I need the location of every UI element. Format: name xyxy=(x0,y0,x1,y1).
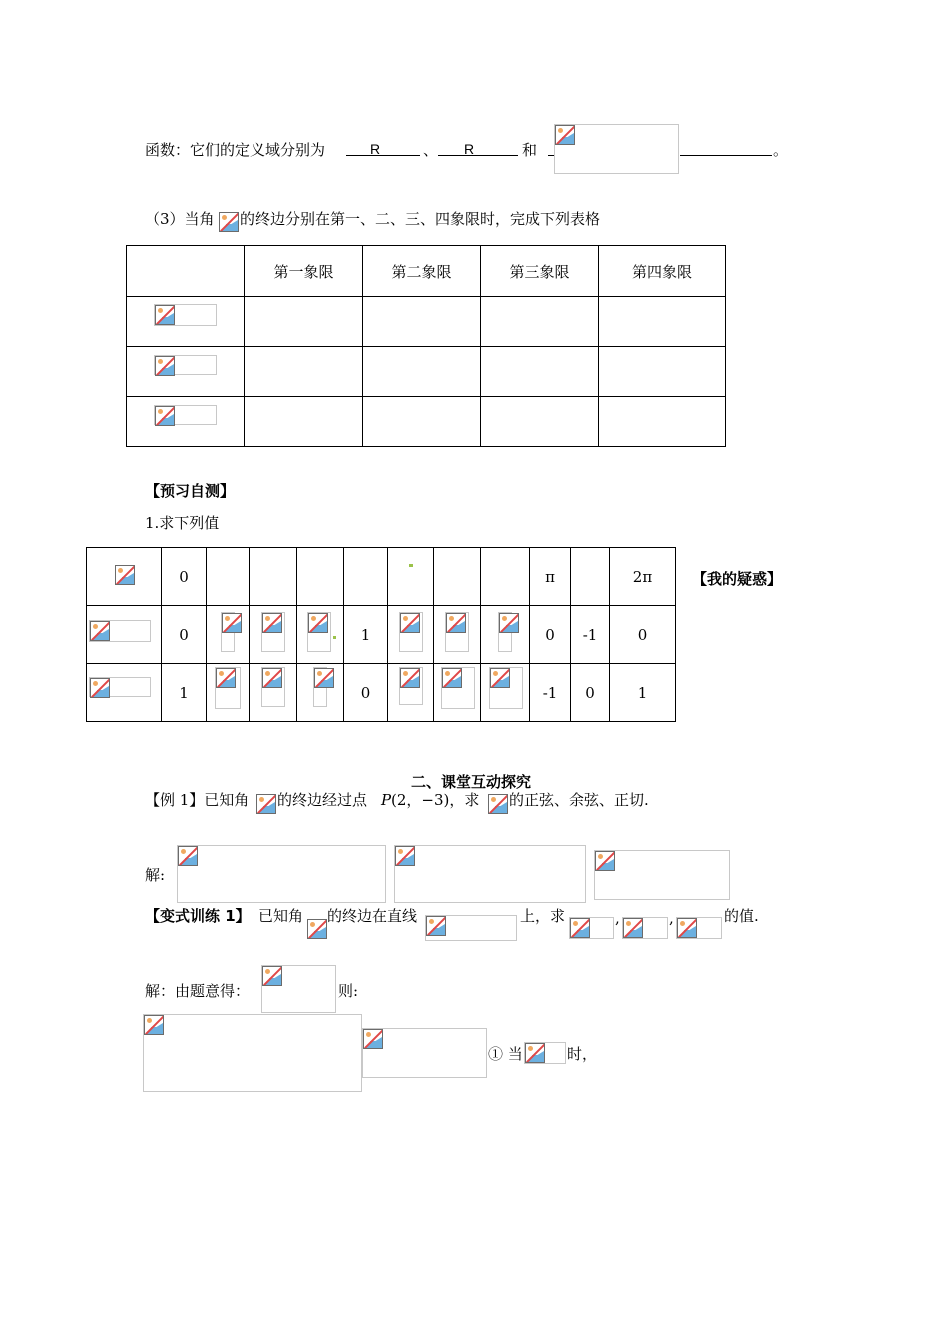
tan-image xyxy=(676,917,722,939)
value-image xyxy=(215,667,241,709)
preview-heading: 【预习自测】 xyxy=(145,482,236,500)
table-cell xyxy=(599,397,726,447)
solution2-part-b: 则: xyxy=(338,982,359,1000)
example1-point-name: P xyxy=(381,791,392,809)
value-cell: π xyxy=(530,548,571,606)
value-cell xyxy=(250,606,297,664)
value-cell: -1 xyxy=(571,606,610,664)
instruction-part2: 的终边分别在第一、二、三、四象限时，完成下列表格 xyxy=(240,210,601,228)
value-cell xyxy=(434,606,481,664)
example1-part-c: (2，−3)，求 xyxy=(391,791,480,809)
broken-image-icon xyxy=(499,613,519,633)
broken-image-icon xyxy=(623,918,643,938)
value-cell: 2π xyxy=(610,548,676,606)
preview-item-1: 1.求下列值 xyxy=(145,514,220,532)
derivation-image-3 xyxy=(362,1028,487,1078)
value-cell xyxy=(388,548,434,606)
broken-image-icon xyxy=(314,668,334,688)
value-image xyxy=(221,612,235,652)
broken-image-icon xyxy=(155,305,175,325)
alpha-image xyxy=(219,212,239,232)
blank-underline-1 xyxy=(346,155,420,156)
value-cell: -1 xyxy=(530,664,571,722)
cos-label-cell xyxy=(87,664,162,722)
broken-image-icon xyxy=(490,668,510,688)
header-cell: 第四象限 xyxy=(599,246,726,297)
table-cell xyxy=(245,297,363,347)
value-image xyxy=(261,667,285,707)
value-cell xyxy=(250,664,297,722)
angle-label-cell xyxy=(87,548,162,606)
value-cell: 0 xyxy=(530,606,571,664)
table-cell xyxy=(599,347,726,397)
example1-part-a: 【例 1】已知角 xyxy=(145,791,250,809)
case1-part-a: ① 当 xyxy=(488,1045,523,1063)
value-cell xyxy=(207,548,250,606)
broken-image-icon xyxy=(363,1029,383,1049)
doubt-heading: 【我的疑惑】 xyxy=(692,570,783,588)
value-cell: 0 xyxy=(162,606,207,664)
row-label-cell xyxy=(127,297,245,347)
separator: 、 xyxy=(423,141,439,159)
section-title: 二、课堂互动探究 xyxy=(411,773,532,791)
value-image xyxy=(445,612,469,652)
value-cell xyxy=(344,548,388,606)
broken-image-icon xyxy=(90,678,110,698)
broken-image-icon xyxy=(426,916,446,936)
value-cell: 1 xyxy=(162,664,207,722)
broken-image-icon xyxy=(216,668,236,688)
value-cell xyxy=(481,664,530,722)
value-image xyxy=(489,667,523,709)
alpha-image xyxy=(307,919,327,939)
broken-image-icon xyxy=(262,966,282,986)
variant-part-d: 的值. xyxy=(724,907,759,925)
blank-underline-2 xyxy=(438,155,518,156)
broken-image-icon xyxy=(256,794,276,814)
value-cell xyxy=(207,606,250,664)
formula-image xyxy=(554,124,679,174)
derivation-image xyxy=(261,965,336,1013)
alpha-image xyxy=(256,794,276,814)
alpha-image xyxy=(115,565,135,585)
value-cell: 1 xyxy=(344,606,388,664)
row-label-cell xyxy=(127,397,245,447)
tan-formula-image xyxy=(154,405,217,425)
blank-value-1: R xyxy=(370,141,381,157)
broken-image-icon xyxy=(262,613,282,633)
row-label-cell xyxy=(127,347,245,397)
variant-part-c: 上，求 xyxy=(520,907,566,925)
domain-line-prefix: 函数：它们的定义域分别为 xyxy=(145,141,326,159)
sin-label-cell xyxy=(87,606,162,664)
value-cell xyxy=(297,606,344,664)
cos-formula-image xyxy=(89,677,151,697)
table-cell xyxy=(363,347,481,397)
example1-part-d: 的正弦、余弦、正切. xyxy=(509,791,649,809)
value-cell xyxy=(297,664,344,722)
blank-value-2: R xyxy=(464,141,475,157)
value-cell xyxy=(250,548,297,606)
broken-image-icon xyxy=(178,846,198,866)
condition-image xyxy=(524,1042,566,1064)
value-cell: 0 xyxy=(571,664,610,722)
broken-image-icon xyxy=(115,565,135,585)
header-cell: 第二象限 xyxy=(363,246,481,297)
broken-image-icon xyxy=(222,613,242,633)
broken-image-icon xyxy=(570,918,590,938)
broken-image-icon xyxy=(525,1043,545,1063)
broken-image-icon xyxy=(446,613,466,633)
header-cell: 第一象限 xyxy=(245,246,363,297)
value-image xyxy=(261,612,285,652)
value-cell xyxy=(297,548,344,606)
broken-image-icon xyxy=(442,668,462,688)
value-cell: 0 xyxy=(162,548,207,606)
value-image xyxy=(313,667,327,707)
broken-image-icon xyxy=(262,668,282,688)
solution2-part-a: 解：由题意得： xyxy=(145,982,251,1000)
line-equation-image xyxy=(425,915,517,941)
value-image xyxy=(399,612,423,652)
broken-image-icon xyxy=(555,125,575,145)
broken-image-icon xyxy=(219,212,239,232)
table-cell xyxy=(245,397,363,447)
cos-image xyxy=(622,917,668,939)
value-cell: 0 xyxy=(344,664,388,722)
broken-image-icon xyxy=(400,613,420,633)
sin-image xyxy=(569,917,614,939)
value-image xyxy=(441,667,475,709)
solution-label: 解: xyxy=(145,866,166,884)
table-cell xyxy=(599,297,726,347)
alpha-image xyxy=(488,794,508,814)
solution-image-3 xyxy=(594,850,730,900)
value-cell xyxy=(207,664,250,722)
and-word: 和 xyxy=(522,141,538,159)
broken-image-icon xyxy=(155,406,175,426)
values-table xyxy=(86,547,676,722)
broken-image-icon xyxy=(155,356,175,376)
value-image xyxy=(399,667,423,705)
case1-part-b: 时， xyxy=(567,1045,598,1063)
value-cell: 1 xyxy=(610,664,676,722)
instruction-part1: （3）当角 xyxy=(145,210,215,228)
comma-1: , xyxy=(615,909,620,927)
value-image xyxy=(498,612,512,652)
broken-image-icon xyxy=(308,613,328,633)
table-cell xyxy=(363,397,481,447)
table-cell xyxy=(481,397,599,447)
variant-part-a: 已知角 xyxy=(258,907,304,925)
comma-2: , xyxy=(669,909,674,927)
header-cell xyxy=(127,246,245,297)
cos-formula-image xyxy=(154,355,217,375)
variant-heading: 【变式训练 1】 xyxy=(145,907,251,925)
broken-image-icon xyxy=(395,846,415,866)
variant-part-b: 的终边在直线 xyxy=(327,907,418,925)
solution-image-2 xyxy=(394,845,586,903)
value-cell xyxy=(434,664,481,722)
value-cell xyxy=(481,548,530,606)
value-cell xyxy=(388,664,434,722)
sin-formula-image xyxy=(154,304,217,326)
placeholder-dot xyxy=(409,564,413,567)
broken-image-icon xyxy=(144,1015,164,1035)
blank-underline-3b xyxy=(680,155,772,156)
period: 。 xyxy=(773,141,789,159)
table-cell xyxy=(481,297,599,347)
table-cell xyxy=(245,347,363,397)
broken-image-icon xyxy=(307,919,327,939)
derivation-image-2 xyxy=(143,1014,362,1092)
value-cell xyxy=(571,548,610,606)
table-cell xyxy=(481,347,599,397)
solution-image-1 xyxy=(177,845,386,903)
broken-image-icon xyxy=(488,794,508,814)
value-image xyxy=(307,612,331,652)
broken-image-icon xyxy=(595,851,615,871)
table-cell xyxy=(363,297,481,347)
example1-part-b: 的终边经过点 xyxy=(277,791,368,809)
sin-formula-image xyxy=(89,620,151,642)
broken-image-icon xyxy=(90,621,110,641)
quadrant-table xyxy=(126,245,726,447)
broken-image-icon xyxy=(400,668,420,688)
header-cell: 第三象限 xyxy=(481,246,599,297)
value-cell: 0 xyxy=(610,606,676,664)
placeholder-dot xyxy=(333,636,336,639)
broken-image-icon xyxy=(677,918,697,938)
value-cell xyxy=(434,548,481,606)
value-cell xyxy=(388,606,434,664)
value-cell xyxy=(481,606,530,664)
